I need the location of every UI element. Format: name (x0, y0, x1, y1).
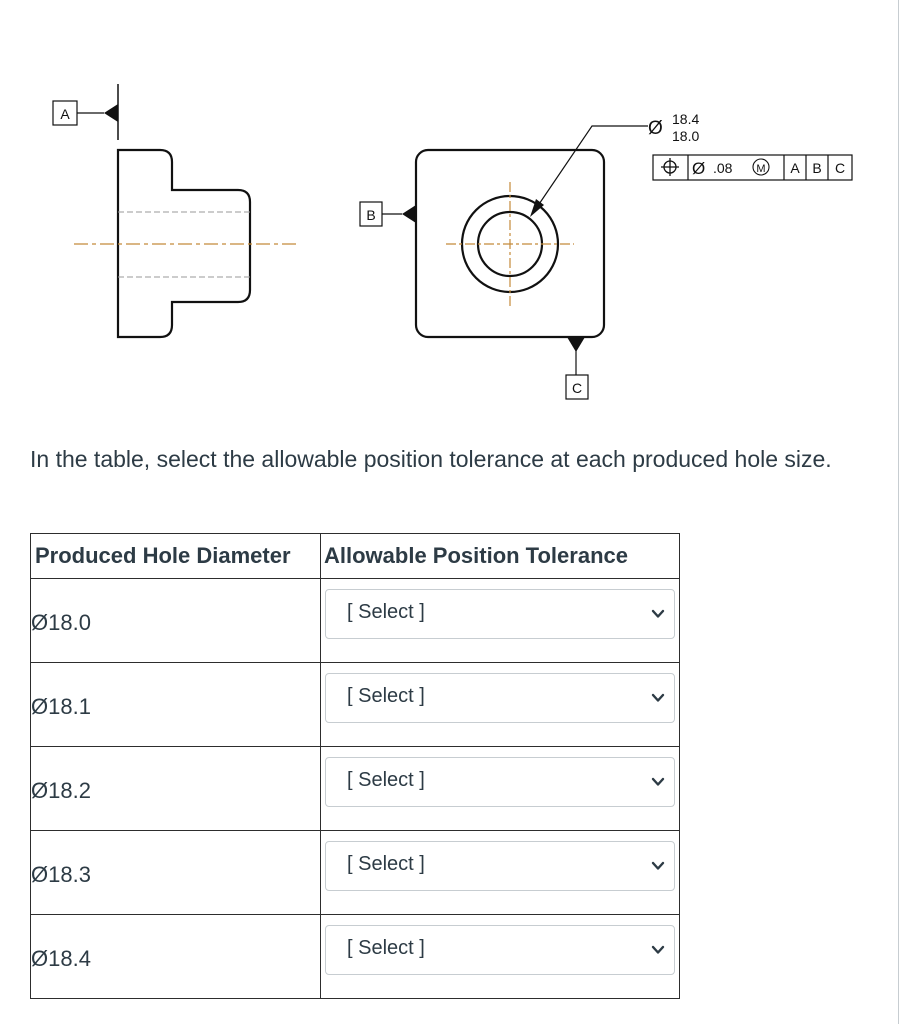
fcf-modifier: M (756, 163, 766, 175)
dimension-lower: 18.0 (672, 128, 700, 144)
datum-b-label: B (366, 207, 376, 223)
gdt-drawing (0, 0, 900, 420)
hole-diameter-cell (31, 747, 321, 831)
datum-a-triangle (104, 104, 118, 122)
hole-diameter: Ø18.1 (31, 693, 91, 719)
tolerance-select[interactable] (325, 589, 675, 639)
hole-diameter-cell (31, 831, 321, 915)
chevron-down-icon (650, 942, 666, 958)
table-row (31, 915, 680, 999)
tolerance-select[interactable] (325, 925, 675, 975)
fcf-datum-c: C (834, 160, 846, 176)
select-value: [ Select ] (347, 768, 425, 791)
diameter-symbol: Ø (648, 118, 663, 139)
question-text: In the table, select the allowable position tolerance at each produced hole size. (30, 446, 832, 472)
hole-diameter: Ø18.3 (31, 861, 91, 887)
tolerance-select[interactable] (325, 757, 675, 807)
chevron-down-icon (650, 690, 666, 706)
select-value: [ Select ] (347, 600, 425, 623)
tolerance-select[interactable] (325, 673, 675, 723)
table-row (31, 747, 680, 831)
datum-a-label: A (60, 106, 70, 122)
chevron-down-icon (650, 858, 666, 874)
select-value: [ Select ] (347, 684, 425, 707)
dimension-upper: 18.4 (672, 111, 700, 127)
feature-control-frame (653, 155, 852, 180)
tolerance-select[interactable] (325, 841, 675, 891)
fcf-diameter-symbol: Ø (692, 159, 706, 178)
hole-diameter: Ø18.0 (31, 609, 91, 635)
header-allowable-position-tolerance: Allowable Position Tolerance (321, 534, 680, 579)
select-value: [ Select ] (347, 936, 425, 959)
hole-diameter-cell (31, 915, 321, 999)
hole-diameter: Ø18.2 (31, 777, 91, 803)
fcf-datum-b: B (812, 160, 822, 176)
fcf-tolerance: .08 (713, 160, 733, 176)
position-icon (661, 158, 679, 176)
chevron-down-icon (650, 774, 666, 790)
hole-diameter-cell (31, 663, 321, 747)
hole-diameter-cell (31, 579, 321, 663)
tolerance-cell (321, 915, 680, 999)
table-header-row (31, 534, 680, 579)
side-view-part (74, 150, 296, 337)
select-value: [ Select ] (347, 852, 425, 875)
tolerance-cell (321, 579, 680, 663)
header-produced-hole-diameter: Produced Hole Diameter (31, 534, 321, 579)
fcf-datum-a: A (790, 160, 800, 176)
table-row (31, 831, 680, 915)
hole-diameter: Ø18.4 (31, 945, 91, 971)
tolerance-cell (321, 747, 680, 831)
datum-c-triangle (567, 337, 585, 352)
table-row (31, 663, 680, 747)
tolerance-cell (321, 831, 680, 915)
tolerance-cell (321, 663, 680, 747)
chevron-down-icon (650, 606, 666, 622)
table-row (31, 579, 680, 663)
datum-c-label: C (571, 380, 583, 396)
datum-b-triangle (402, 205, 416, 223)
front-view-part (416, 150, 604, 337)
tolerance-table (30, 533, 680, 999)
